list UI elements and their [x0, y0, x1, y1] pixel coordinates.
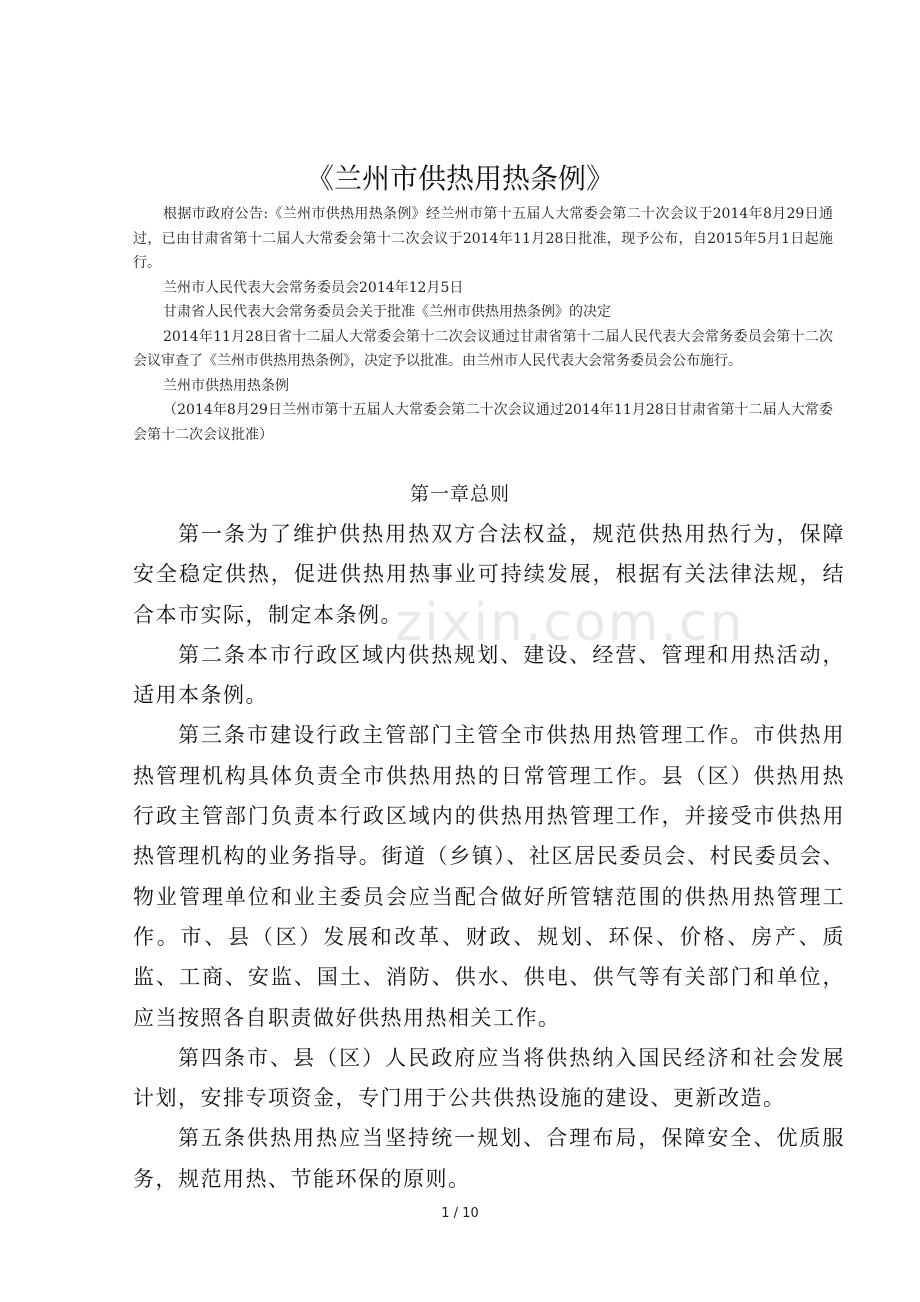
article-paragraph: 第五条供热用热应当坚持统一规划、合理布局，保障安全、优质服务，规范用热、节能环保的原则。 — [133, 1126, 845, 1191]
preamble-paragraph: 兰州市供热用热条例 — [163, 377, 289, 394]
article-paragraph: 第一条为了维护供热用热双方合法权益，规范供热用热行为，保障安全稳定供热，促进供热用热事业可持续发展，根据有关法律法规，结合本市实际，制定本条例。 — [133, 522, 845, 627]
page-number: 1 / 10 — [441, 1206, 479, 1221]
watermark: zixin.com.cn — [395, 593, 745, 653]
article-paragraph: 第二条本市行政区域内供热规划、建设、经营、管理和用热活动，适用本条例。 — [133, 642, 845, 708]
preamble-paragraph: 2014年11月28日省十二届人大常委会第十二次会议通过甘肃省第十二届人民代表大会常务委员会第十二次会议审查了《兰州市供热用热条例》，决定予以批准。由兰州市人民代表大会常务委员会公布施行。 — [133, 328, 833, 369]
document-title: 《兰州市供热用热条例》 — [305, 162, 614, 195]
article-paragraph: 第四条市、县（区）人民政府应当将供热纳入国民经济和社会发展计划，安排专项资金，专门用于公共供热设施的建设、更新改造。 — [133, 1045, 845, 1111]
preamble-paragraph: 兰州市人民代表大会常务委员会2014年12月5日 — [163, 279, 464, 296]
preamble-section — [133, 202, 833, 447]
preamble-paragraph: 甘肃省人民代表大会常务委员会关于批准《兰州市供热用热条例》的决定 — [163, 304, 611, 320]
preamble-paragraph: 根据市政府公告:《兰州市供热用热条例》经兰州市第十五届人大常委会第二十次会议于2014年8月29日通过，已由甘肃省第十二届人大常委会第十二次会议于2014年11月28日批准，现予公布，自2015年5月1日起施行。 — [133, 206, 833, 271]
chapter-heading: 第一章总则 — [409, 483, 510, 505]
preamble-paragraph: （2014年8月29日兰州市第十五届人大常委会第二十次会议通过2014年11月28日甘肃省第十二届人大常委会第十二次会议批准） — [133, 402, 833, 443]
article-paragraph: 第三条市建设行政主管部门主管全市供热用热管理工作。市供热用热管理机构具体负责全市供热用热的日常管理工作。县（区）供热用热行政主管部门负责本行政区域内的供热用热管理工作，并接受市供热用热管理机构的业务指导。街道（乡镇）、社区居民委员会、村民委员会、物业管理单位和业主委员会应当配合做好所管辖范围的供热用热管理工作。市、县（区）发展和改革、财政、规划、环保、价格、房产、质监、工商、安监、国土、消防、供水、供电、供气等有关部门和单位，应当按照各自职责做好供热用热相关工作。 — [133, 723, 845, 1030]
articles-section — [133, 514, 845, 1199]
